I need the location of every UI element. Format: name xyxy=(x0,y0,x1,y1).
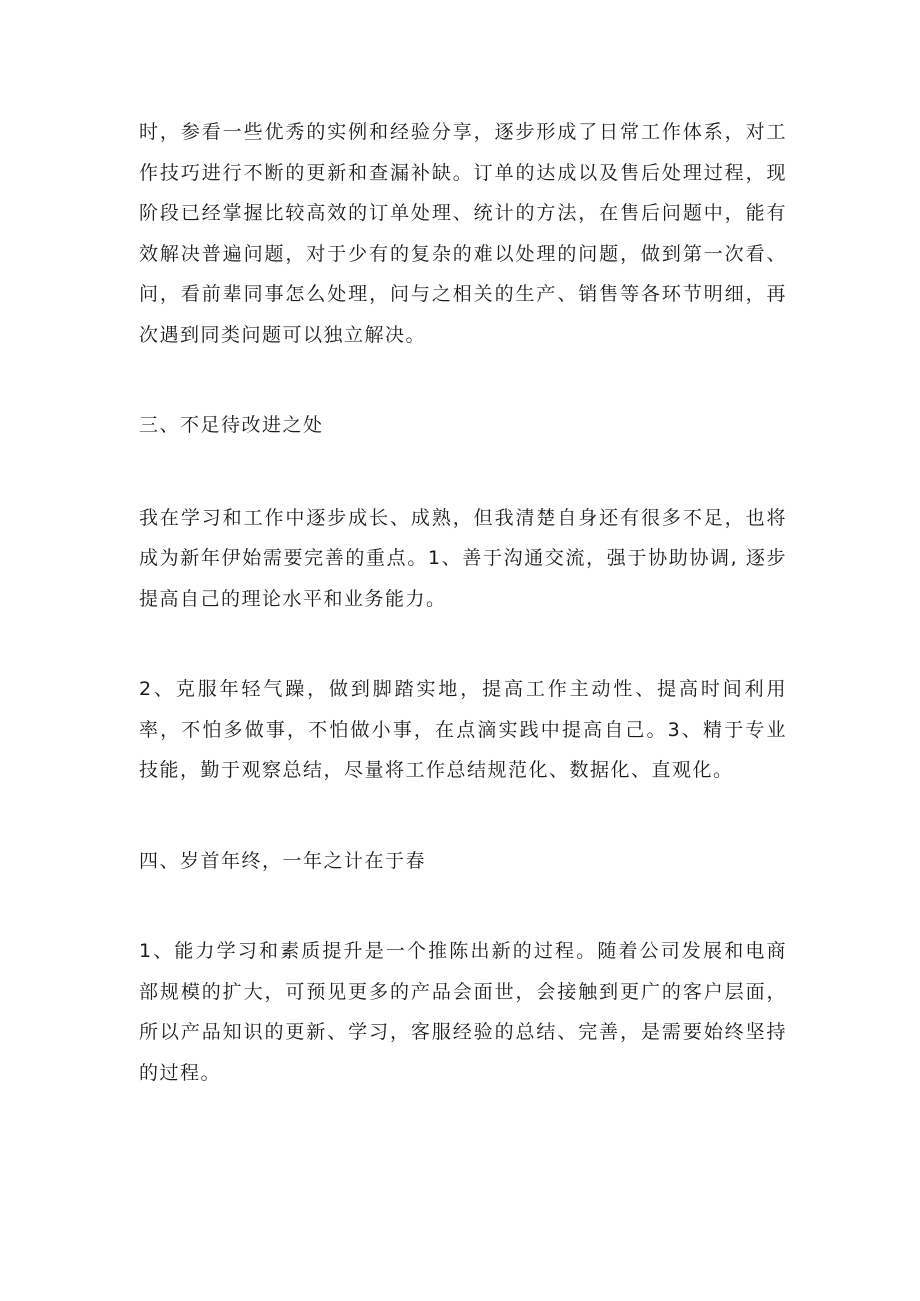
paragraph-learning: 1、能力学习和素质提升是一个推陈出新的过程。随着公司发展和电商部规模的扩大，可预见更多的产品会面世，会接触到更广的客户层面，所以产品知识的更新、学习，客服经验的总结、完善，是需要始终坚持的过程。 xyxy=(139,940,787,1084)
paragraph-work-system: 时，参看一些优秀的实例和经验分享，逐步形成了日常工作体系，对工作技巧进行不断的更新和查漏补缺。订单的达成以及售后处理过程，现阶段已经掌握比较高效的订单处理、统计的方法，在售后问题中，能有效解决普遍问题，对于少有的复杂的难以处理的问题，做到第一次看、问，看前辈同事怎么处理，问与之相关的生产、销售等各环节明细，再次遇到同类问题可以独立解决。 xyxy=(139,121,787,346)
document-body xyxy=(139,112,787,1093)
paragraph-growth: 我在学习和工作中逐步成长、成熟，但我清楚自身还有很多不足，也将成为新年伊始需要完善的重点。1、善于沟通交流，强于协助协调, 逐步提高自己的理论水平和业务能力。 xyxy=(139,506,787,610)
paragraph-self-improvement: 2、克服年轻气躁，做到脚踏实地，提高工作主动性、提高时间利用率，不怕多做事，不怕做小事，在点滴实践中提高自己。3、精于专业技能，勤于观察总结，尽量将工作总结规范化、数据化、直观化。 xyxy=(139,678,787,781)
section-heading-improvements: 三、不足待改进之处 xyxy=(139,414,324,436)
section-heading-new-year: 四、岁首年终，一年之计在于春 xyxy=(139,849,427,872)
